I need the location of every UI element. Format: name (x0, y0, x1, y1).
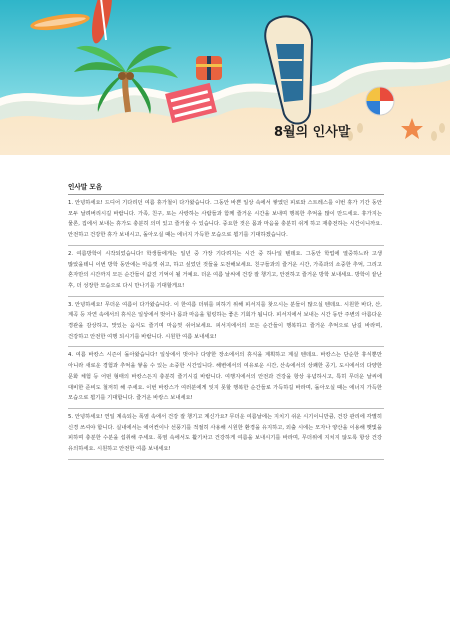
beach-illustration (0, 0, 450, 155)
greeting-text: 2. 여름방학이 시작되었습니다! 학생들에게는 일년 중 가장 기다려지는 시간 중 하나일 텐데요. 그동안 학업에 열중하느라 고생 많았을테니 이번 방학 동안에는 마음껏 쉬고, 하고 싶었던 것들을 도전해보세요. 친구들과의 즐거운 시간, 가족과의 소중한 추억, 그리고 혼자만의 시간까지 모든 순간들이 값진 기억이 될 거예요. 더운 여름 날씨에 건강 잘 챙기고, 안전하고 즐거운 방학 보내세요. 방학이 끝난 후, 더 성장한 모습으로 다시 만나기를 기대할게요! (68, 250, 382, 289)
greeting-entry (68, 409, 384, 460)
page-title: 8월의 인사말 (274, 125, 351, 140)
greeting-text: 1. 안녕하세요! 드디어 기다리던 여름 휴가철이 다가왔습니다. 그동안 바쁜 일상 속에서 쌓였던 피로와 스트레스를 이번 휴가 기간 동안 모두 날려버리시길 바랍니다. 가족, 친구, 또는 사랑하는 사람들과 함께 즐거운 시간을 보내며 행복한 추억을 많이 만드세요. 휴가지는 물론, 집에서 보내는 휴가도 충분히 의미 있고 즐거울 수 있습니다. 중요한 것은 몸과 마음을 충분히 쉬게 하고 재충전하는 시간이니까요. 안전하고 건강한 휴가 보내시고, 돌아오실 때는 에너지 가득한 모습으로 뵙기를 기대하겠습니다. (68, 200, 382, 239)
greetings-section (68, 181, 384, 460)
life-vest-icon (196, 56, 222, 80)
greeting-text: 5. 안녕하세요! 연일 계속되는 폭염 속에서 건강 잘 챙기고 계신가요? 무더운 여름날에는 지치기 쉬운 시기이니만큼, 건강 관리에 각별히 신경 쓰셔야 합니다. 실내에서는 에어컨이나 선풍기를 적절히 사용해 시원한 환경을 유지하고, 외출 시에는 모자나 양산을 이용해 햇빛을 피하며 충분한 수분을 섭취해 주세요. 폭염 속에서도 활기차고 건강하게 여름을 보내시기를 바라며, 무더위에 지치지 않도록 항상 건강 유의하세요. 시원하고 안전한 여름 보내세요! (68, 413, 382, 453)
greeting-text: 4. 여름 바캉스 시즌이 돌아왔습니다! 일상에서 벗어나 다양한 장소에서의 휴식을 계획하고 계실 텐데요. 바캉스는 단순한 휴식뿐만 아니라 새로운 경험과 추억을 쌓을 수 있는 소중한 시간입니다. 해변에서의 여유로운 시간, 산속에서의 상쾌한 공기, 도시에서의 다양한 문화 체험 등 어떤 형태의 바캉스든지 충분히 즐기시길 바랍니다. 여행지에서의 안전과 건강을 항상 유념하시고, 특히 무더운 날씨에 대비한 준비도 철저히 해 주세요. 이번 바캉스가 여러분에게 잊지 못할 행복한 순간들로 가득하길 바라며, 돌아오실 때는 에너지 가득한 모습으로 뵙기를 기대합니다. 즐거운 바캉스 보내세요! (68, 352, 382, 402)
section-title: 인사말 모음 (68, 181, 384, 195)
greeting-entry (68, 195, 384, 246)
greeting-entry (68, 246, 384, 297)
summer-beach-banner (0, 0, 450, 155)
greeting-text: 3. 안녕하세요! 무더운 여름이 다가왔습니다. 이 한여름 더위를 피하기 위해 피서지를 찾으시는 분들이 많으실 텐데요. 시원한 바다, 산, 계곡 등 자연 속에서의 휴식은 일상에서 벗어나 몸과 마음을 힐링하는 좋은 기회가 됩니다. 피서지에서 보내는 시간 동안 주변의 아름다운 경관을 감상하고, 맛있는 음식도 즐기며 마음껏 쉬어보세요. 피서지에서의 모든 순간들이 행복하고 즐거운 추억으로 남길 바라며, 건강하고 안전한 여행 되시기를 바랍니다. 시원한 여름 보내세요! (68, 301, 382, 340)
greeting-entry (68, 347, 384, 409)
greeting-entry (68, 297, 384, 348)
beach-ball-icon (366, 87, 394, 115)
